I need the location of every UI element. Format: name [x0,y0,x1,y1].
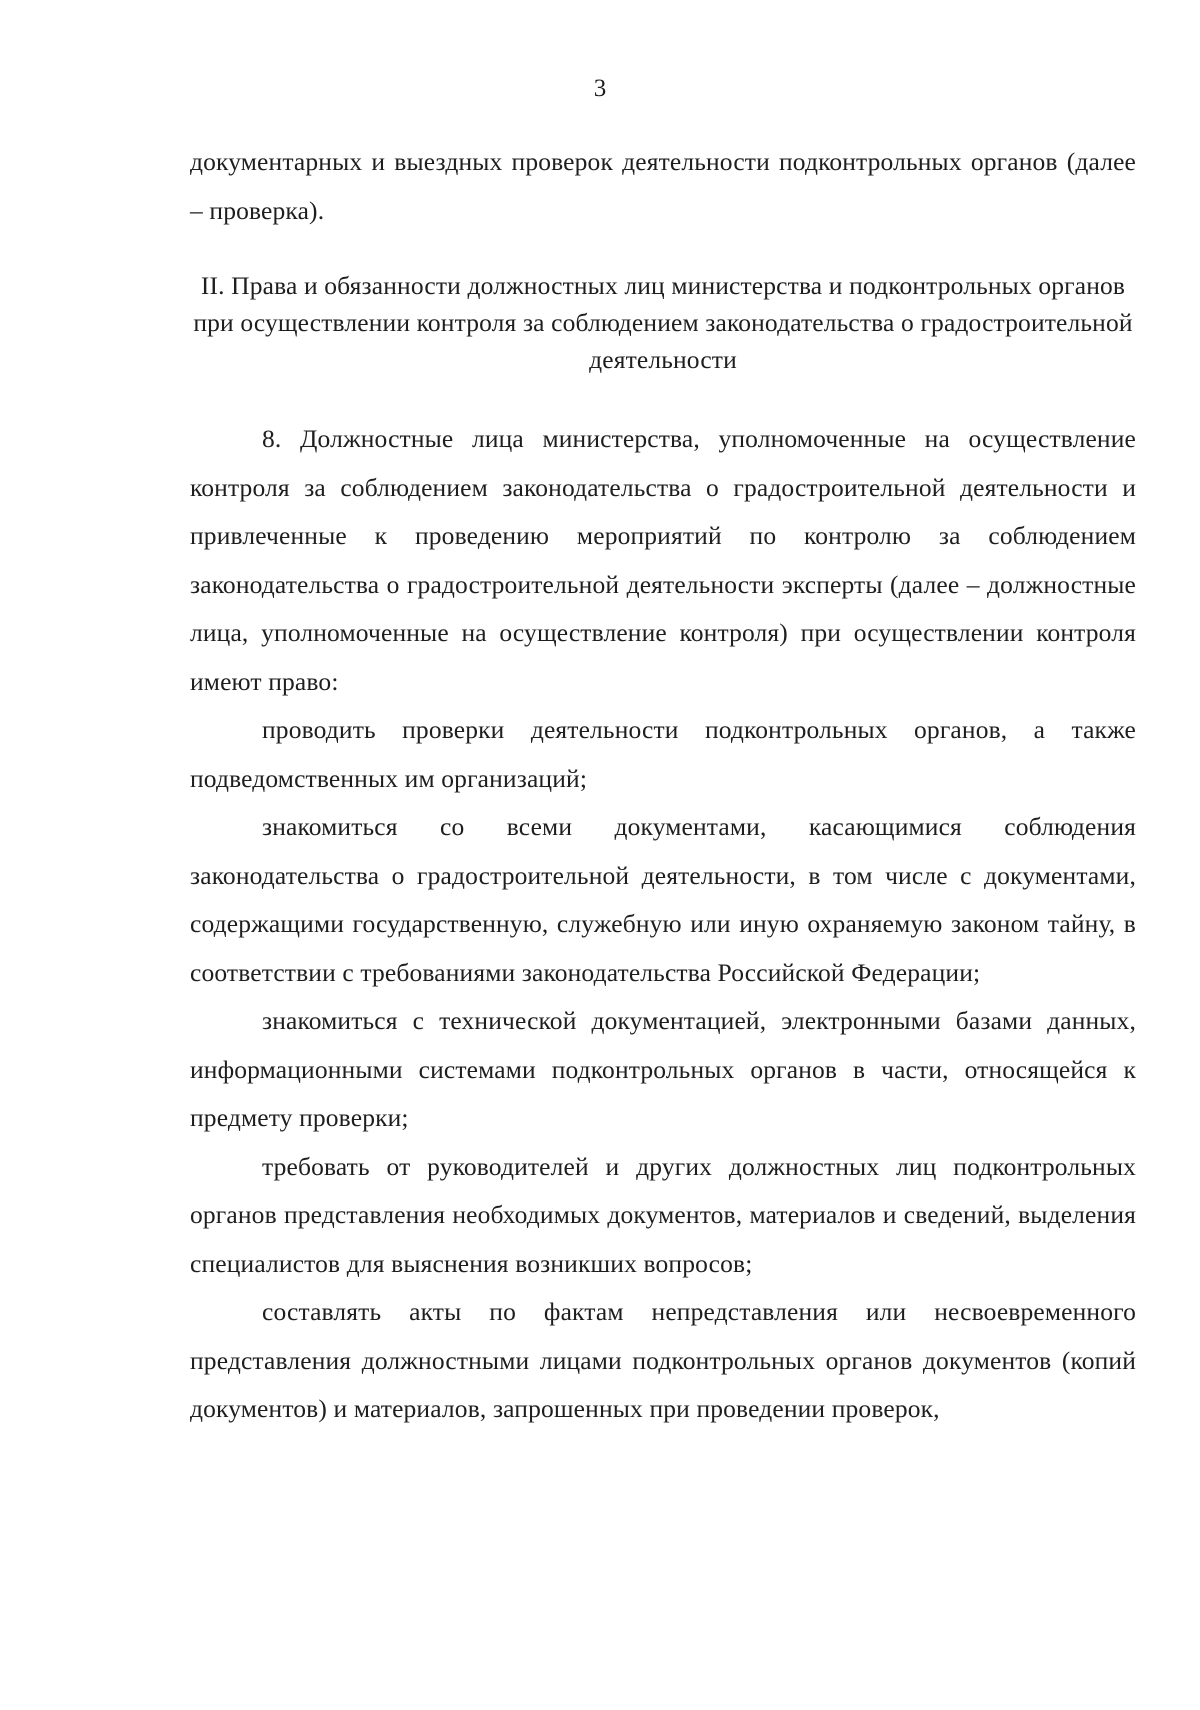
paragraph-8: 8. Должностные лица министерства, уполномоченные на осуществление контроля за соблюдением законодательства о градостроительной деятельности и привлеченные к проведению мероприятий по контролю за соблюдением законодательства о градостроительной деятельности эксперты (далее – должностные лица, уполномоченные на осуществление контроля) при осуществлении контроля имеют право: [190,424,1136,696]
paragraph-request-materials: требовать от руководителей и других должностных лиц подконтрольных органов представления необходимых документов, материалов и сведений, выделения специалистов для выяснения возникших вопросов; [190,1151,1136,1278]
paragraph-draft-acts: составлять акты по фактам непредставления или несвоевременного представления должностными лицами подконтрольных органов документов (копий документов) и материалов, запрошенных при проведении проверок, [190,1297,1136,1423]
paragraph-review-technical-docs: знакомиться с технической документацией, электронными базами данных, информационными системами подконтрольных органов в части, относящейся к предмету проверки; [190,1006,1136,1132]
section-heading: II. Права и обязанности должностных лиц министерства и подконтрольных органов при осуществлении контроля за соблюдением законодательства о градостроительной деятельности [193,271,1133,374]
document-body [190,138,1136,1434]
page-number: 3 [593,75,607,102]
intro-paragraph: документарных и выездных проверок деятельности подконтрольных органов (далее – проверка). [190,147,1136,225]
paragraph-review-documents: знакомиться со всеми документами, касающимися соблюдения законодательства о градостроительной деятельности, в том числе с документами, содержащими государственную, служебную или иную охраняемую законом тайну, в соответствии с требованиями законодательства Российской Федерации; [190,812,1136,987]
paragraph-conduct-inspections: проводить проверки деятельности подконтрольных органов, а также подведомственных им организаций; [190,715,1136,793]
